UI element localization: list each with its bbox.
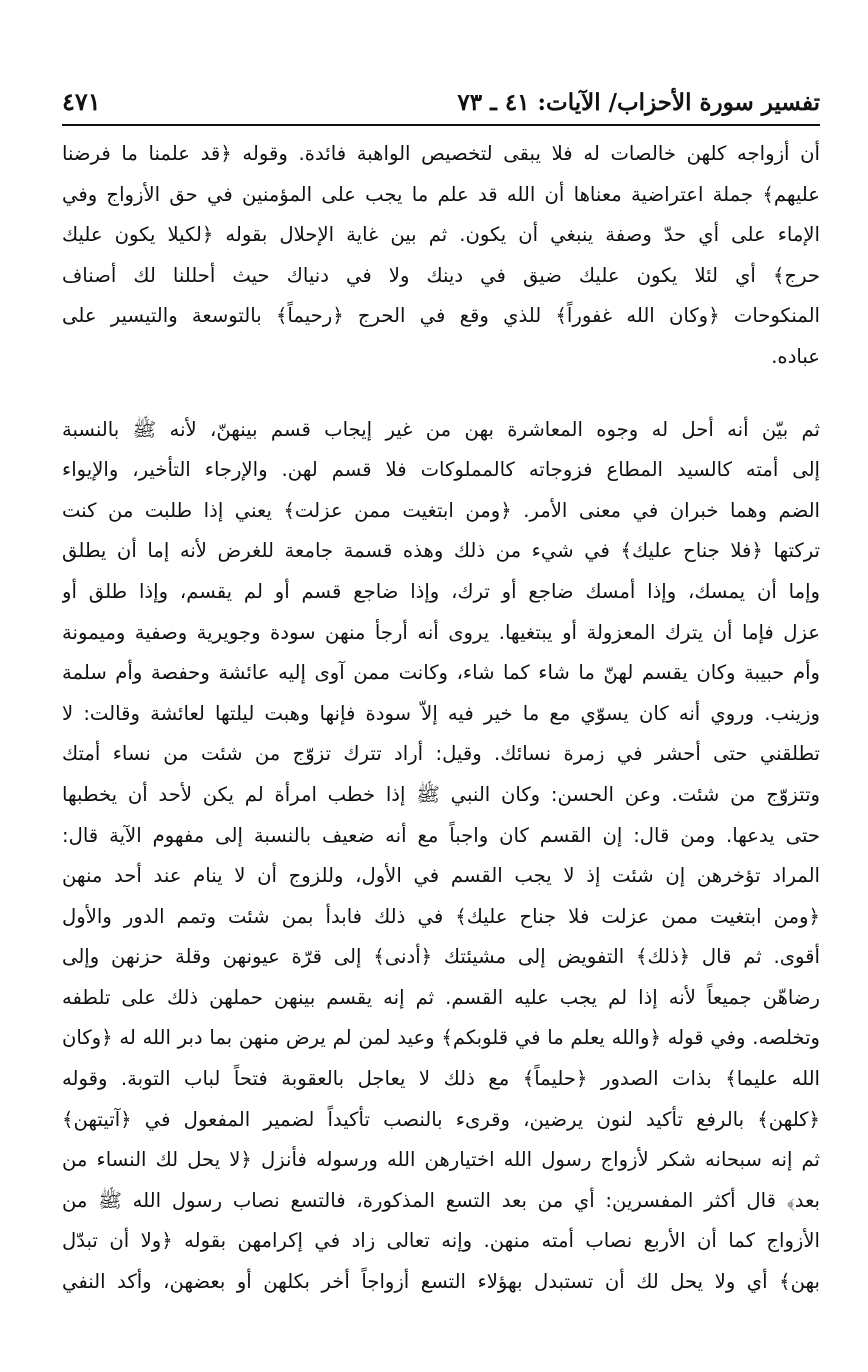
text-line: أن أزواجه كلهن خالصات له فلا يبقى لتخصيص الواهبة فائدة. وقوله ﴿قد علمنا ما فرضنا [62, 142, 820, 165]
running-title: تفسير سورة الأحزاب/ الآيات: ٤١ ـ ٧٣ [457, 89, 820, 116]
text-line: وتخلصه. وفي قوله ﴿والله يعلم ما في قلوبكم﴾ وعيد لمن لم يرض منهن بما دبر الله له ﴿وكان [62, 1026, 820, 1050]
text-line: ثم بيّن أنه أحل له وجوه المعاشرة بهن من غير إيجاب قسم بينهنّ، لأنه ﷺ بالنسبة [62, 417, 820, 441]
text-line: بهن﴾ أي ولا يحل لك أن تستبدل بهؤلاء التسع أزواجاً أخر بكلهن أو بعضهن، وأكد النفي [62, 1270, 820, 1294]
text-line: المنكوحات ﴿وكان الله غفوراً﴾ للذي وقع في الحرج ﴿رحيماً﴾ بالتوسعة والتيسير على [62, 304, 820, 328]
text-line: ﴿كلهن﴾ بالرفع تأكيد لنون يرضين، وقرىء بالنصب تأكيداً لضمير المفعول في ﴿آتيتهن﴾ [62, 1107, 820, 1131]
text-line: الإماء على أي حدّ وصفة ينبغي أن يكون. ثم بين غاية الإحلال بقوله ﴿لكيلا يكون عليك [62, 223, 820, 247]
text-line: عزل فإما أن يترك المعزولة أو يبتغيها. يروى أنه أرجأ منهن سودة وجويرية وصفية وميمونة [62, 620, 820, 644]
text-line: وتتزوّج من شئت. وعن الحسن: وكان النبي ﷺ إذا خطب امرأة لم يكن لأحد أن يخطبها [62, 782, 820, 806]
text-line: وزينب. وروي أنه كان يسوّي مع ما خير فيه إلاّ سودة فإنها وهبت ليلتها لعائشة وقالت: لا [62, 701, 820, 725]
text-line: وإما أن يمسك، وإذا أمسك ضاجع أو ترك، وإذا ضاجع قسم أو لم يقسم، وإذا طلق أو [62, 579, 820, 603]
text-line: حرج﴾ أي لئلا يكون عليك ضيق في دينك ولا في دنياك حيث أحللنا لك أصناف [62, 263, 820, 287]
text-line: ثم إنه سبحانه شكر لأزواج رسول الله اختيارهن الله ورسوله فأنزل ﴿لا يحل لك النساء من [62, 1148, 820, 1172]
text-line: بعد﴾ قال أكثر المفسرين: أي من بعد التسع المذكورة، فالتسع نصاب رسول الله ﷺ من [62, 1188, 820, 1212]
text-line: رضاهّن جميعاً لأنه إذا لم يجب عليه القسم. ثم إنه يقسم بينهن حملهن ذلك على تلطفه [62, 985, 820, 1009]
text-line: الله عليما﴾ بذات الصدور ﴿حليماً﴾ مع ذلك لا يعاجل بالعقوبة فتحاً لباب التوبة. وقوله [62, 1067, 820, 1091]
text-line: وأم حبيبة وكان يقسم لهنّ ما شاء كما شاء، وكانت ممن آوى إليه عائشة وحفصة وأم سلمة [62, 661, 820, 685]
text-line: ﴿ومن ابتغيت ممن عزلت فلا جناح عليك﴾ في ذلك فابدأ بمن شئت وتمم الدور والأول [62, 904, 820, 928]
text-line: الضم وهما خبران في معنى الأمر. ﴿ومن ابتغيت ممن عزلت﴾ يعني إذا طلبت من كنت [62, 498, 820, 522]
paragraph-2 [62, 410, 820, 1303]
text-line: عليهم﴾ جملة اعتراضية معناها أن الله قد علم ما يجب على المؤمنين في حق الأزواج وفي [62, 182, 820, 206]
paragraph-1 [62, 134, 820, 378]
text-line: تطلقني حتى أحشر في زمرة نسائك. وقيل: أراد تترك تزوّج من شئت من نساء أمتك [62, 742, 820, 766]
page-number: ٤٧١ [62, 87, 101, 116]
text-line: أقوى. ثم قال ﴿ذلك﴾ التفويض إلى مشيئتك ﴿أدنى﴾ إلى قرّة عيونهن وقلة حزنهن وإلى [62, 945, 820, 969]
text-line: الأزواج كما أن الأربع نصاب أمته منهن. وإنه تعالى زاد في إكرامهن بقوله ﴿ولا أن تبدّل [62, 1229, 820, 1253]
text-line: عباده. [771, 344, 820, 368]
text-line: المراد تؤخرهن إن شئت إذ لا يجب القسم في الأول، وللزوج أن لا ينام عند أحد منهن [62, 864, 820, 888]
page-header [62, 78, 820, 126]
page-body [62, 134, 820, 1303]
text-line: حتى يدعها. ومن قال: إن القسم كان واجباً مع أنه ضعيف بالنسبة إلى مفهوم الآية قال: [62, 823, 820, 847]
text-line: تركتها ﴿فلا جناح عليك﴾ في شيء من ذلك وهذه قسمة جامعة للغرض لأنه إما أن يطلق [62, 539, 820, 563]
text-line: إلى أمته كالسيد المطاع فزوجاته كالمملوكات فلا قسم لهن. والإرجاء التأخير، والإيواء [62, 458, 820, 482]
